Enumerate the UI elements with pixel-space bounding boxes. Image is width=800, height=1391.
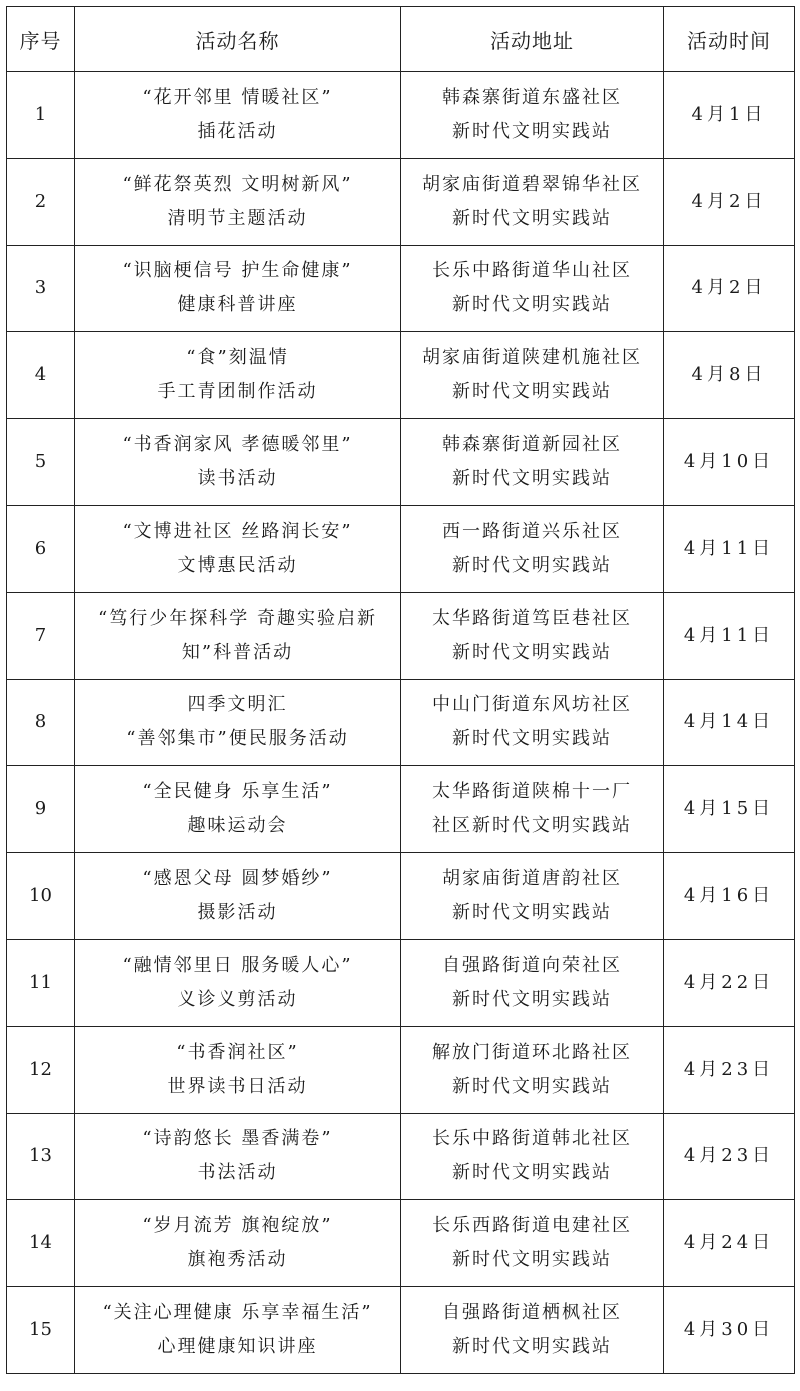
table-row [7,419,795,506]
activity-address-line: 新时代文明实践站 [452,728,612,750]
cell-activity-address [401,592,664,679]
cell-activity-address [401,766,664,853]
activity-address-line: 解放门街道环北路社区 [432,1041,632,1063]
table-row [7,592,795,679]
activity-name-line: “感恩父母 圆梦婚纱” [142,868,333,890]
cell-no: 4 [7,332,75,419]
activity-name-line: 摄影活动 [197,902,278,924]
activity-address-line: 韩森寨街道东盛社区 [442,86,622,108]
activity-address-line: 自强路街道向荣社区 [442,954,622,976]
header-activity-time: 活动时间 [664,7,795,72]
cell-no: 3 [7,245,75,332]
cell-activity-name [75,72,401,159]
activity-name-line: 书法活动 [197,1162,278,1184]
activity-name-line: 知”科普活动 [181,641,294,663]
cell-activity-name [75,1113,401,1200]
activity-address-line: 自强路街道栖枫社区 [442,1302,622,1324]
activity-address-line: 太华路街道笃臣巷社区 [432,607,632,629]
activity-name-line: “文博进社区 丝路润长安” [122,520,353,542]
cell-no: 8 [7,679,75,766]
cell-activity-address [401,853,664,940]
cell-no: 1 [7,72,75,159]
cell-activity-name [75,419,401,506]
table-row [7,505,795,592]
cell-activity-name [75,245,401,332]
header-activity-address: 活动地址 [401,7,664,72]
cell-activity-time: 4月2日 [664,158,795,245]
activity-name-line: “食”刻温情 [186,347,289,369]
activity-name-line: “识脑梗信号 护生命健康” [122,260,353,282]
cell-activity-name [75,332,401,419]
activity-address-line: 新时代文明实践站 [452,468,612,490]
activity-name-line: “笃行少年探科学 奇趣实验启新 [98,607,377,629]
cell-no: 12 [7,1026,75,1113]
activity-address-line: 西一路街道兴乐社区 [442,520,622,542]
activity-address-line: 韩森寨街道新园社区 [442,434,622,456]
cell-activity-time: 4月1日 [664,72,795,159]
table-row [7,1200,795,1287]
activity-name-line: “书香润家风 孝德暖邻里” [122,434,353,456]
cell-activity-time: 4月24日 [664,1200,795,1287]
activity-address-line: 长乐中路街道华山社区 [432,260,632,282]
cell-activity-time: 4月11日 [664,592,795,679]
cell-no: 7 [7,592,75,679]
activity-address-line: 胡家庙街道碧翠锦华社区 [422,173,642,195]
activity-name-line: “花开邻里 情暖社区” [142,86,333,108]
table-row [7,1113,795,1200]
activity-name-line: “书香润社区” [176,1041,299,1063]
table-row [7,939,795,1026]
activity-address-line: 新时代文明实践站 [452,1336,612,1358]
activity-address-line: 新时代文明实践站 [452,988,612,1010]
cell-activity-address [401,72,664,159]
activity-address-line: 胡家庙街道唐韵社区 [442,868,622,890]
cell-activity-name [75,158,401,245]
cell-no: 15 [7,1287,75,1374]
table-row [7,679,795,766]
cell-activity-address [401,1200,664,1287]
cell-activity-name [75,1287,401,1374]
activity-address-line: 新时代文明实践站 [452,902,612,924]
activity-address-line: 新时代文明实践站 [452,554,612,576]
cell-activity-name [75,1026,401,1113]
cell-no: 5 [7,419,75,506]
activity-address-line: 新时代文明实践站 [452,1075,612,1097]
header-activity-name: 活动名称 [75,7,401,72]
table-row [7,1026,795,1113]
cell-activity-time: 4月11日 [664,505,795,592]
activity-address-line: 胡家庙街道陕建机施社区 [422,347,642,369]
table-body [7,72,795,1374]
activity-address-line: 新时代文明实践站 [452,1249,612,1271]
activity-name-line: “融情邻里日 服务暖人心” [122,954,353,976]
activity-name-line: 世界读书日活动 [167,1075,308,1097]
table-row [7,72,795,159]
cell-activity-address [401,332,664,419]
cell-activity-address [401,679,664,766]
activity-address-line: 社区新时代文明实践站 [432,815,632,837]
cell-no: 13 [7,1113,75,1200]
activity-name-line: 健康科普讲座 [177,294,298,316]
activity-address-line: 新时代文明实践站 [452,207,612,229]
cell-activity-time: 4月10日 [664,419,795,506]
cell-activity-address [401,1026,664,1113]
cell-activity-name [75,1200,401,1287]
cell-no: 14 [7,1200,75,1287]
cell-activity-name [75,939,401,1026]
cell-activity-address [401,419,664,506]
cell-activity-time: 4月8日 [664,332,795,419]
table-header [7,7,795,72]
cell-no: 10 [7,853,75,940]
cell-activity-address [401,505,664,592]
activity-name-line: “善邻集市”便民服务活动 [126,728,349,750]
table-row [7,245,795,332]
activity-name-line: 趣味运动会 [187,815,288,837]
activity-name-line: 清明节主题活动 [167,207,308,229]
cell-activity-address [401,1287,664,1374]
activity-address-line: 中山门街道东风坊社区 [432,694,632,716]
activity-name-line: “关注心理健康 乐享幸福生活” [102,1302,373,1324]
cell-activity-name [75,592,401,679]
activity-name-line: 义诊义剪活动 [177,988,298,1010]
cell-activity-time: 4月30日 [664,1287,795,1374]
cell-activity-name [75,766,401,853]
cell-no: 2 [7,158,75,245]
cell-activity-address [401,1113,664,1200]
cell-no: 11 [7,939,75,1026]
activity-name-line: 旗袍秀活动 [187,1249,288,1271]
activity-name-line: 文博惠民活动 [177,554,298,576]
cell-activity-time: 4月22日 [664,939,795,1026]
activity-name-line: 四季文明汇 [187,694,288,716]
table-row [7,158,795,245]
cell-activity-time: 4月15日 [664,766,795,853]
cell-activity-name [75,505,401,592]
header-row [7,7,795,72]
activity-address-line: 新时代文明实践站 [452,381,612,403]
cell-activity-time: 4月2日 [664,245,795,332]
cell-activity-time: 4月14日 [664,679,795,766]
activity-name-line: “全民健身 乐享生活” [142,781,333,803]
activity-name-line: “诗韵悠长 墨香满卷” [142,1128,333,1150]
cell-activity-time: 4月23日 [664,1113,795,1200]
activity-address-line: 长乐西路街道电建社区 [432,1215,632,1237]
activity-name-line: 手工青团制作活动 [157,381,318,403]
table-row [7,766,795,853]
activity-address-line: 新时代文明实践站 [452,641,612,663]
cell-no: 6 [7,505,75,592]
cell-activity-time: 4月16日 [664,853,795,940]
header-no: 序号 [7,7,75,72]
table-row [7,1287,795,1374]
activity-address-line: 太华路街道陕棉十一厂 [432,781,632,803]
cell-activity-name [75,679,401,766]
activity-address-line: 新时代文明实践站 [452,120,612,142]
cell-activity-address [401,939,664,1026]
activity-address-line: 新时代文明实践站 [452,294,612,316]
activity-name-line: “鲜花祭英烈 文明树新风” [122,173,353,195]
activity-table [6,6,795,1374]
activity-table-container [6,6,794,1374]
table-row [7,332,795,419]
cell-activity-address [401,245,664,332]
cell-no: 9 [7,766,75,853]
table-row [7,853,795,940]
activity-address-line: 新时代文明实践站 [452,1162,612,1184]
activity-address-line: 长乐中路街道韩北社区 [432,1128,632,1150]
activity-name-line: 插花活动 [197,120,278,142]
activity-name-line: 读书活动 [197,468,278,490]
cell-activity-address [401,158,664,245]
cell-activity-name [75,853,401,940]
cell-activity-time: 4月23日 [664,1026,795,1113]
activity-name-line: “岁月流芳 旗袍绽放” [142,1215,333,1237]
activity-name-line: 心理健康知识讲座 [157,1336,318,1358]
